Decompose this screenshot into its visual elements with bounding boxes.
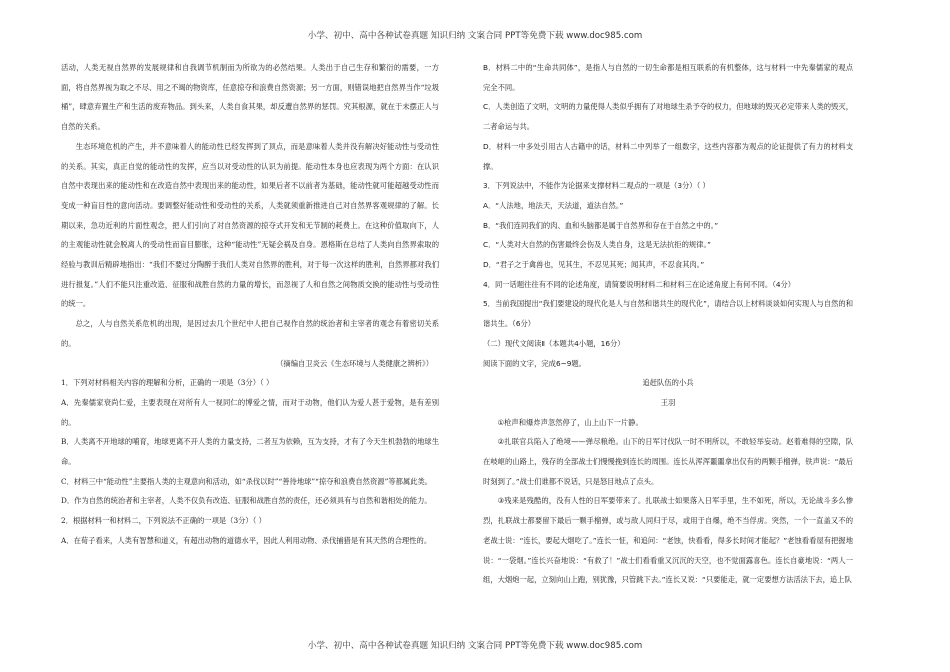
option-a: A．“人法地，地法天，天法道，道法自然。” [483, 200, 624, 210]
story-title: 追赶队伍的小兵 [642, 378, 694, 388]
question-3: 3．下列说法中，不能作为论据来支撑材料二观点的一项是（3分）（ ） [483, 181, 710, 191]
question-2: 2．根据材料一和材料二，下列说法不正确的一项是（3分）（ ） [61, 516, 266, 526]
question-1: 1．下列对材料相关内容的理解和分析，正确的一项是（3分）（ ） [61, 378, 274, 388]
story-paragraph: ①枪声和爆炸声忽然停了，山上山下一片静。 [497, 417, 643, 427]
story-paragraph: ②扎联官兵陷入了绝境——弹尽粮绝。山下的日军讨伐队一时不明所以，不敢轻举妄动。赵着难得的空隙，队在岐岖的山路上，残存的全部战士们慢慢挽到连长的周围。连长从浑浑噩噩拿出仅有的两颗手榴弹，铁声说：“最后时刻到了。”战士们谁都不说话，只是怒目地点了点头。 [483, 437, 853, 486]
article-paragraph: 生态环境危机的产生，并不意味着人的能动性已经发挥到了顶点，而是意味着人类并没有解决好能动性与受动性的关系。其实，真正自觉的能动性的发挥，应当以对受动性的认识为前提。能动性本身也应表现为两个方面：在认识自然中表现出来的能动性和在改造自然中表现出来的能动性，如果后者不以前者为基础，能动性就可能超越受动性而变成一种盲目性的意向活动。要调整好能动性和受动性的关系，人类就须重新推进自己对自然界客观规律的了解。长期以来，急功近利的片面性观念，把人们引向了对自然资源的掠夺式开发和无节制的耗费上。在这种价值取向下，人的主观能动性就会脱离人的受动性而盲目膨胀，这种“能动性”无疑会祸及自身。恩格斯在总结了人类向自然界索取的经验与教训后精辟地指出：“我们不要过分陶醉于我们人类对自然界的胜利，对于每一次这样的胜利，自然界都对我们进行报复。”人们不能只注重改造、征服和战胜自然的力量的增长，而忽视了人和自然之间物质交换的能动性与受动性的统一。 [61, 141, 439, 309]
story-paragraph: ③残来是残酷的，没有人性的日军要带来了。扎联战士如果落入日军手里，生不如死，所以，无论战斗多么惨烈，扎联战士都要留下最后一颗手榴弹，或与敌人同归于尽，或用于自爆，绝不当俘虏。突然，一个一直盖又不的老战士说：“连长，要起大烟吃了。”连长一怔，和追问：“老蚀，快看看，得多长时间才能起？”老蚀看看屋有把握地说：“一袋烟。”连长兴奋地说：“有救了！”战士们看看重又沉沉的天空，也不觉面露喜色。连长自豪地说：“两人一组，大烟炮一起，立刻向山上跑，别犹豫，只管跳下去。”连长又说：“只要能走，就一定要想方法活法下去，追上队 [483, 496, 853, 585]
article-paragraph: 活动，人类无视自然界的发展规律和自我调节机制而为所欲为的必然结果。人类出于自己生存和繁衍的需要，一方面，将自然界视为取之不尽、用之不竭的物资库，任意掠夺和浪费自然资源；另一方面，则错误地把自然界当作“垃圾桶”，肆意弃置生产和生活的废弃物品。到头来，人类自食其果，却反遭自然界的惩罚。究其根源，就在于未摆正人与自然的关系。 [61, 63, 439, 132]
option-c: C．“人类对大自然的伤害最终会伤及人类自身，这是无法抗拒的规律。” [483, 240, 711, 250]
option-d: D．“君子之于禽兽也，见其生，不忍见其死；闻其声，不忍食其肉。” [483, 260, 705, 270]
page-footer: 小学、初中、高中各种试卷真题 知识归纳 文案合同 PPT等免费下载 www.doc985.com [307, 641, 643, 651]
story-author: 王羽 [660, 397, 676, 407]
page-header: 小学、初中、高中各种试卷真题 知识归纳 文案合同 PPT等免费下载 www.doc985.com [307, 31, 643, 41]
option-b: B．人类离不开地球的哺育，地球更离不开人类的力量支持，二者互为依赖，互为支持，才有了今天生机勃勃的地球生命。 [61, 437, 439, 467]
left-column [61, 58, 439, 551]
option-d: D．材料一中多处引用古人古籍中的话，材料二中列举了一组数字，这些内容都为观点的论证提供了有力的材料支撑。 [483, 141, 853, 171]
article-paragraph: 总之，人与自然关系危机的出现，是因过去几个世纪中人把自己视作自然的统治者和主宰者的观念有着密切关系的。 [61, 319, 439, 348]
article-source: （摘编自卫炎云《生态环境与人类健康之辨析》） [276, 358, 433, 368]
option-d: D．作为自然的统治者和主宰者，人类不仅负有改造、征服和战胜自然的责任，还必须具有与自然和谐相处的能力。 [61, 496, 432, 506]
option-b: B．“我们连同我们的肉、血和头脑都是属于自然界和存在于自然之中的。” [483, 220, 719, 230]
option-a: A．先秦儒家衰尚仁爱，主要表现在对所有人一视同仁的博爱之情，而对于动物，他们认为爱人甚于爱物，是有差别的。 [61, 397, 439, 427]
reading-instruction: 阅读下面的文字，完成6~9题。 [483, 358, 586, 368]
question-5: 5．当前我国提出“我们要建设的现代化是人与自然和谐共生的现代化”，请结合以上材料谈谈如何实现人与自然的和谐共生。（6分） [483, 299, 853, 329]
option-b: B．材料二中的“生命共同体”，是指人与自然的一切生命都是相互联系的有机整体，这与材料一中先秦儒家的观点完全不同。 [483, 63, 853, 92]
option-a: A．在荀子看来，人类有智慧和道义，有超出动物的道德水平，因此人利用动物、杀伐捕猎是有其天然的合理性的。 [61, 535, 432, 545]
question-4: 4．同一话题往往有不同的论述角度，请简要说明材料二和材料三在论述角度上有何不同。（4分） [483, 279, 796, 289]
option-c: C．材料三中“能动性”主要指人类的主观意向和活动，如“杀伐以时”“善待地球”“掠夺和浪费自然资源”等都属此类。 [61, 476, 433, 486]
right-column [483, 58, 853, 590]
option-c: C．人类创造了文明，文明的力量使得人类似乎拥有了对地球生杀予夺的权力，但地球的毁灭必定带来人类的毁灭，二者命运与共。 [483, 102, 853, 132]
section-heading: （二）现代文阅读Ⅱ（本题共4小题，16分） [483, 338, 625, 348]
